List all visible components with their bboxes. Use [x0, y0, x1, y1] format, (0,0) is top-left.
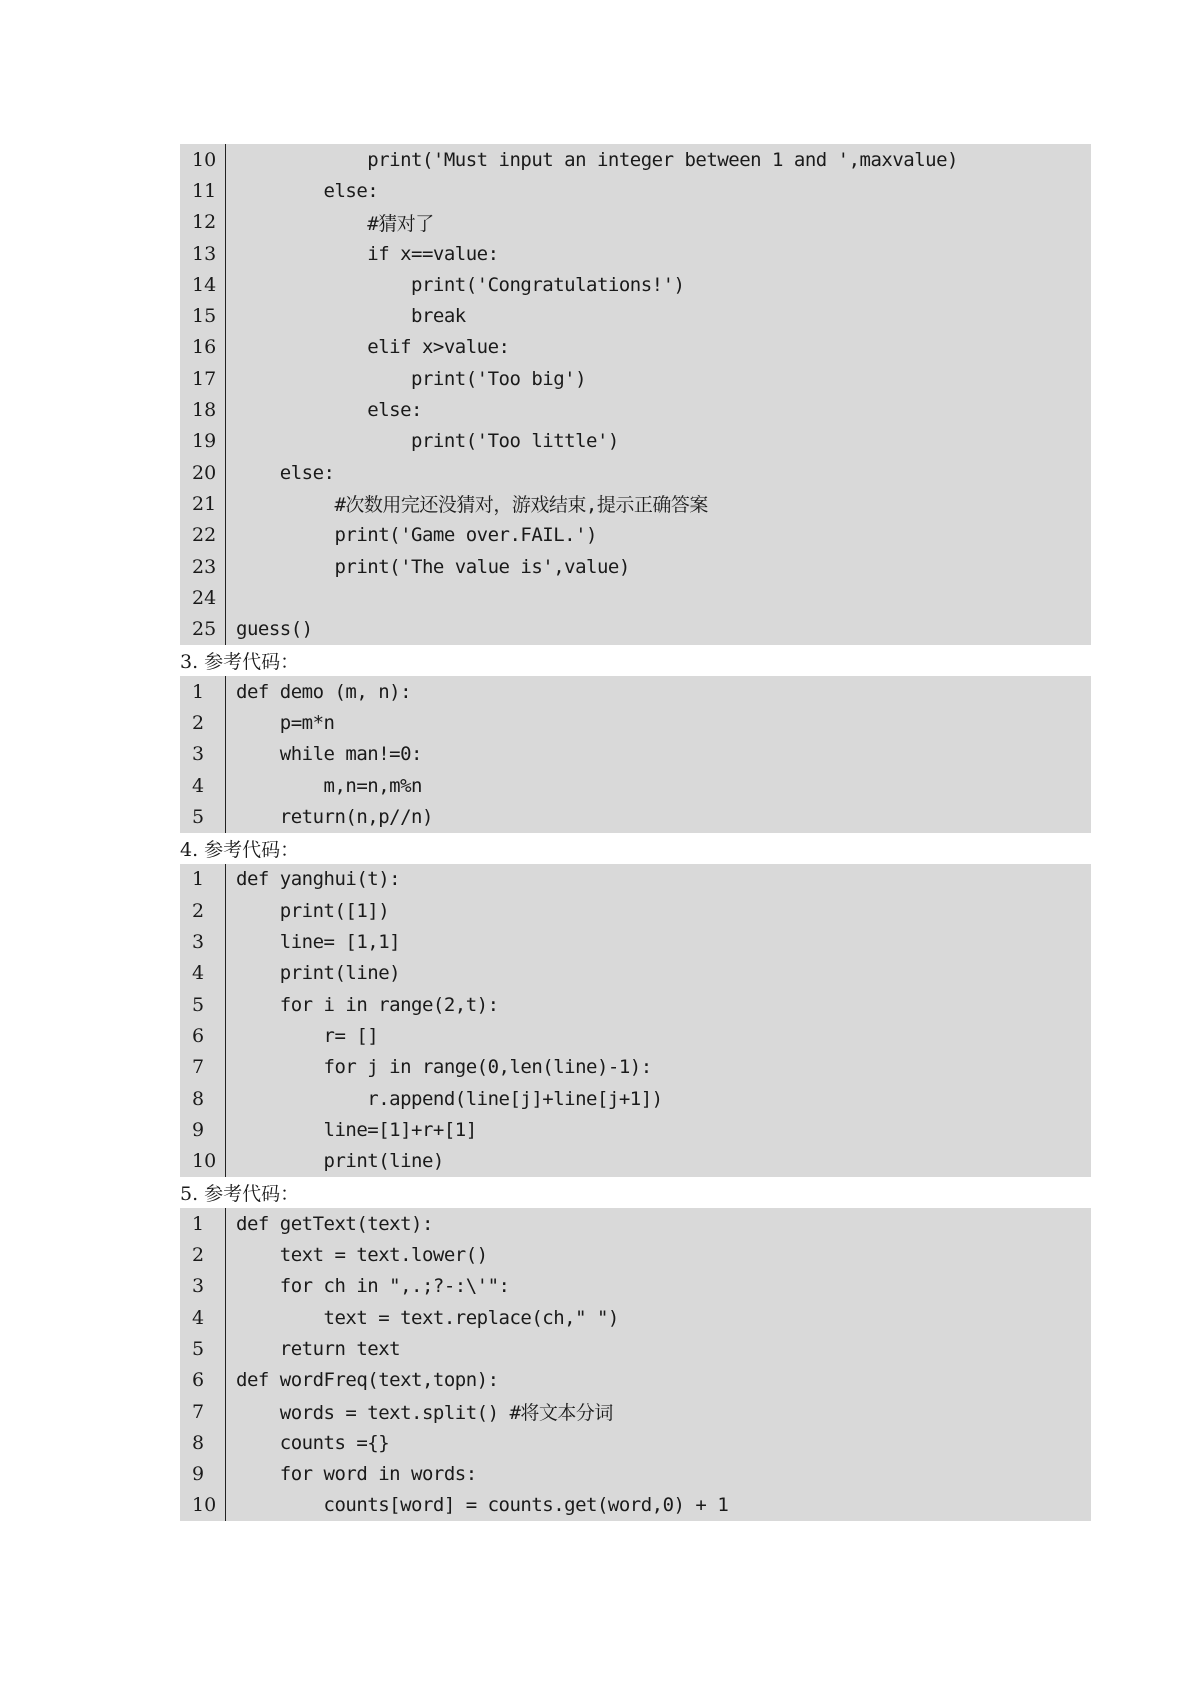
line-number: 6 — [180, 1365, 226, 1396]
line-number: 4 — [180, 958, 226, 989]
code-block — [180, 864, 1091, 1177]
code-line — [180, 613, 1091, 644]
code-text: words = text.split() #将文本分词 — [236, 1402, 613, 1425]
code-line — [180, 1114, 1091, 1145]
code-text: counts[word] = counts.get(word,0) + 1 — [236, 1494, 729, 1517]
code-line — [180, 238, 1091, 269]
code-text: #次数用完还没猜对，游戏结束,提示正确答案 — [236, 494, 708, 517]
code-text: print('Congratulations!') — [236, 273, 685, 296]
code-line — [180, 426, 1091, 457]
code-line — [180, 1365, 1091, 1396]
code-text: r= [] — [236, 1024, 379, 1047]
code-line — [180, 926, 1091, 957]
code-block — [180, 1208, 1091, 1521]
line-number: 25 — [180, 613, 226, 644]
code-text: break — [236, 305, 466, 328]
code-line — [180, 1083, 1091, 1114]
code-line — [180, 363, 1091, 394]
code-line — [180, 300, 1091, 331]
code-text: p=m*n — [236, 711, 335, 734]
line-number: 12 — [180, 207, 226, 238]
line-number: 6 — [180, 1020, 226, 1051]
line-number: 23 — [180, 551, 226, 582]
code-line — [180, 739, 1091, 770]
code-line — [180, 989, 1091, 1020]
line-number: 19 — [180, 426, 226, 457]
code-line — [180, 1427, 1091, 1458]
line-number: 3 — [180, 739, 226, 770]
line-number: 7 — [180, 1396, 226, 1427]
code-line — [180, 457, 1091, 488]
code-line — [180, 864, 1091, 895]
code-line — [180, 1396, 1091, 1427]
line-number: 9 — [180, 1114, 226, 1145]
line-number: 2 — [180, 1239, 226, 1270]
code-text: print('Must input an integer between 1 and ',maxvalue) — [236, 148, 958, 171]
code-text: def getText(text): — [236, 1212, 433, 1235]
code-text: print(line) — [236, 1150, 444, 1173]
code-text: for j in range(0,len(line)-1): — [236, 1056, 652, 1079]
code-text: counts ={} — [236, 1431, 390, 1454]
code-line — [180, 1302, 1091, 1333]
code-line — [180, 488, 1091, 519]
code-text: line=[1]+r+[1] — [236, 1118, 477, 1141]
line-number: 2 — [180, 895, 226, 926]
section-heading: 3. 参考代码： — [180, 650, 300, 673]
code-block — [180, 676, 1091, 832]
code-text: print([1]) — [236, 899, 390, 922]
line-number: 10 — [180, 144, 226, 175]
line-number: 5 — [180, 1333, 226, 1364]
code-text: for ch in ",.;?-:\'": — [236, 1275, 510, 1298]
section-heading: 4. 参考代码： — [180, 838, 300, 861]
code-line — [180, 1208, 1091, 1239]
code-line — [180, 895, 1091, 926]
code-text: else: — [236, 179, 379, 202]
code-line — [180, 1333, 1091, 1364]
line-number: 1 — [180, 1208, 226, 1239]
code-text: print('Too little') — [236, 430, 619, 453]
code-text: line= [1,1] — [236, 931, 401, 954]
line-number: 4 — [180, 770, 226, 801]
line-number: 21 — [180, 488, 226, 519]
code-text: if x==value: — [236, 242, 499, 265]
code-line — [180, 1490, 1091, 1521]
code-text: def yanghui(t): — [236, 868, 401, 891]
line-number: 9 — [180, 1458, 226, 1489]
code-text: #猜对了 — [236, 212, 434, 235]
code-line — [180, 1052, 1091, 1083]
code-line — [180, 1271, 1091, 1302]
code-text: print(line) — [236, 962, 401, 985]
code-line — [180, 582, 1091, 613]
code-text: while man!=0: — [236, 743, 422, 766]
code-line — [180, 1146, 1091, 1177]
code-text: return(n,p//n) — [236, 805, 433, 828]
code-text: for i in range(2,t): — [236, 993, 499, 1016]
code-text: guess() — [236, 618, 313, 641]
code-line — [180, 958, 1091, 989]
line-number: 1 — [180, 676, 226, 707]
code-line — [180, 269, 1091, 300]
code-text: for word in words: — [236, 1463, 477, 1486]
line-number: 24 — [180, 582, 226, 613]
line-number: 16 — [180, 332, 226, 363]
code-line — [180, 676, 1091, 707]
code-text: else: — [236, 399, 422, 422]
code-line — [180, 1020, 1091, 1051]
code-line — [180, 1239, 1091, 1270]
code-line — [180, 175, 1091, 206]
code-line — [180, 801, 1091, 832]
code-text: return text — [236, 1337, 401, 1360]
code-text: def demo (m, n): — [236, 680, 412, 703]
line-number: 13 — [180, 238, 226, 269]
line-number: 3 — [180, 926, 226, 957]
line-number: 10 — [180, 1490, 226, 1521]
code-text: text = text.replace(ch," ") — [236, 1306, 619, 1329]
code-line — [180, 551, 1091, 582]
code-line — [180, 520, 1091, 551]
line-number: 5 — [180, 989, 226, 1020]
code-text: elif x>value: — [236, 336, 510, 359]
code-line — [180, 207, 1091, 238]
line-number: 11 — [180, 175, 226, 206]
section-heading: 5. 参考代码： — [180, 1182, 300, 1205]
code-text: print('Game over.FAIL.') — [236, 524, 597, 547]
line-number: 14 — [180, 269, 226, 300]
line-number: 4 — [180, 1302, 226, 1333]
line-number: 15 — [180, 300, 226, 331]
line-number: 8 — [180, 1427, 226, 1458]
line-number: 7 — [180, 1052, 226, 1083]
code-text: m,n=n,m%n — [236, 774, 422, 797]
code-text: print('Too big') — [236, 367, 587, 390]
line-number: 18 — [180, 394, 226, 425]
line-number: 1 — [180, 864, 226, 895]
line-number: 2 — [180, 707, 226, 738]
code-text: r.append(line[j]+line[j+1]) — [236, 1087, 663, 1110]
document-body — [180, 144, 1091, 1521]
line-number: 22 — [180, 520, 226, 551]
line-number: 8 — [180, 1083, 226, 1114]
code-text: print('The value is',value) — [236, 555, 630, 578]
code-line — [180, 144, 1091, 175]
line-number: 3 — [180, 1271, 226, 1302]
code-line — [180, 394, 1091, 425]
line-number: 20 — [180, 457, 226, 488]
code-text: def wordFreq(text,topn): — [236, 1369, 499, 1392]
code-line — [180, 770, 1091, 801]
code-text: else: — [236, 461, 335, 484]
line-number: 5 — [180, 801, 226, 832]
line-number: 17 — [180, 363, 226, 394]
line-number: 10 — [180, 1146, 226, 1177]
code-line — [180, 1458, 1091, 1489]
code-block — [180, 144, 1091, 645]
code-line — [180, 707, 1091, 738]
code-line — [180, 332, 1091, 363]
code-text: text = text.lower() — [236, 1244, 488, 1267]
